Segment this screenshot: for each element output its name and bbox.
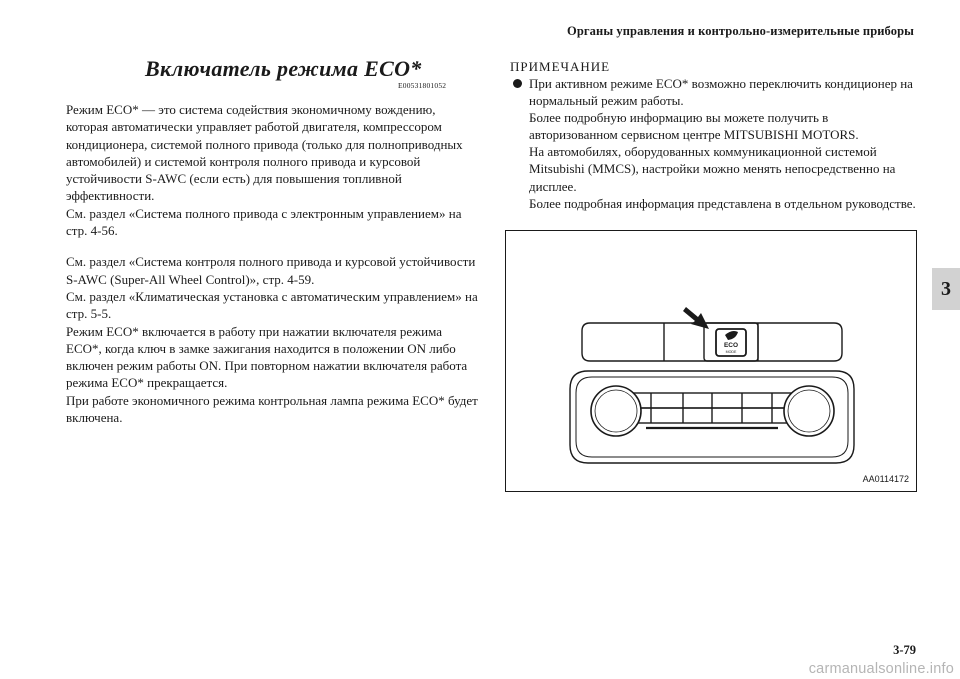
bullet-icon xyxy=(513,79,522,88)
paragraph-eco-activation: Режим ECO* включается в работу при нажатии включателя режима ECO*, когда ключ в замке зажигания находится в положении ON либо включен режим работы ON. При повторном нажатии включателя работа режима ECO* прекращается. xyxy=(66,323,468,391)
note-title: ПРИМЕЧАНИЕ xyxy=(510,59,611,74)
note-box xyxy=(510,59,920,212)
switch-panel xyxy=(582,323,842,361)
right-temperature-knob[interactable] xyxy=(784,386,834,436)
watermark: carmanualsonline.info xyxy=(808,661,954,677)
note-body xyxy=(510,75,920,212)
note-line: Более подробная информация представлена в отдельном руководстве. xyxy=(529,195,916,211)
left-temperature-knob[interactable] xyxy=(591,386,641,436)
eco-switch-illustration xyxy=(505,230,917,492)
page-number: 3-79 xyxy=(893,643,916,657)
paragraph-ref-awd: См. раздел «Система полного привода с электронным управлением» на стр. 4-56. xyxy=(66,205,462,239)
paragraph-ref-climate: См. раздел «Климатическая установка с автоматическим управлением» на стр. 5-5. xyxy=(66,288,478,322)
paragraph-eco-description: Режим ECO* — это система содействия экономичному вождению, которая автоматически управляет работой двигателя, компрессором кондиционера, системой полного привода (только для полноприводных автомобилей) и системой контроля полного привода и курсовой устойчивости S-AWC (если есть) для повышения топливной эффективности. xyxy=(66,102,463,204)
eco-button-label: ECO xyxy=(723,342,739,349)
dashboard-diagram xyxy=(506,231,918,493)
section-title: Включатель режима ECO* xyxy=(145,56,422,81)
body-text xyxy=(66,101,478,426)
note-line: На автомобилях, оборудованных коммуникационной системой Mitsubishi (MMCS), настройки можно менять непосредственно на дисплее. xyxy=(529,144,896,194)
paragraph-eco-lamp: При работе экономичного режима контрольная лампа режима ECO* будет включена. xyxy=(66,392,478,426)
note-line: При активном режиме ECO* возможно переключить кондиционер на нормальный режим работы. xyxy=(529,76,913,109)
paragraph-ref-sawc: См. раздел «Система контроля полного привода и курсовой устойчивости S-AWC (Super-All Wheel Control)», стр. 4-59. xyxy=(66,254,476,287)
chapter-tab: 3 xyxy=(932,268,960,310)
eco-button-sublabel: MODE xyxy=(725,350,737,354)
note-line: Более подробную информацию вы можете получить в авторизованном сервисном центре MITSUBISHI MOTORS. xyxy=(529,110,859,143)
figure-code: AA0114172 xyxy=(862,474,909,484)
pointer-arrow-icon xyxy=(683,307,709,329)
eco-leaf-icon xyxy=(725,331,738,340)
section-code: E00531801052 xyxy=(398,81,447,90)
running-header: Органы управления и контрольно-измерительные приборы xyxy=(567,24,914,38)
